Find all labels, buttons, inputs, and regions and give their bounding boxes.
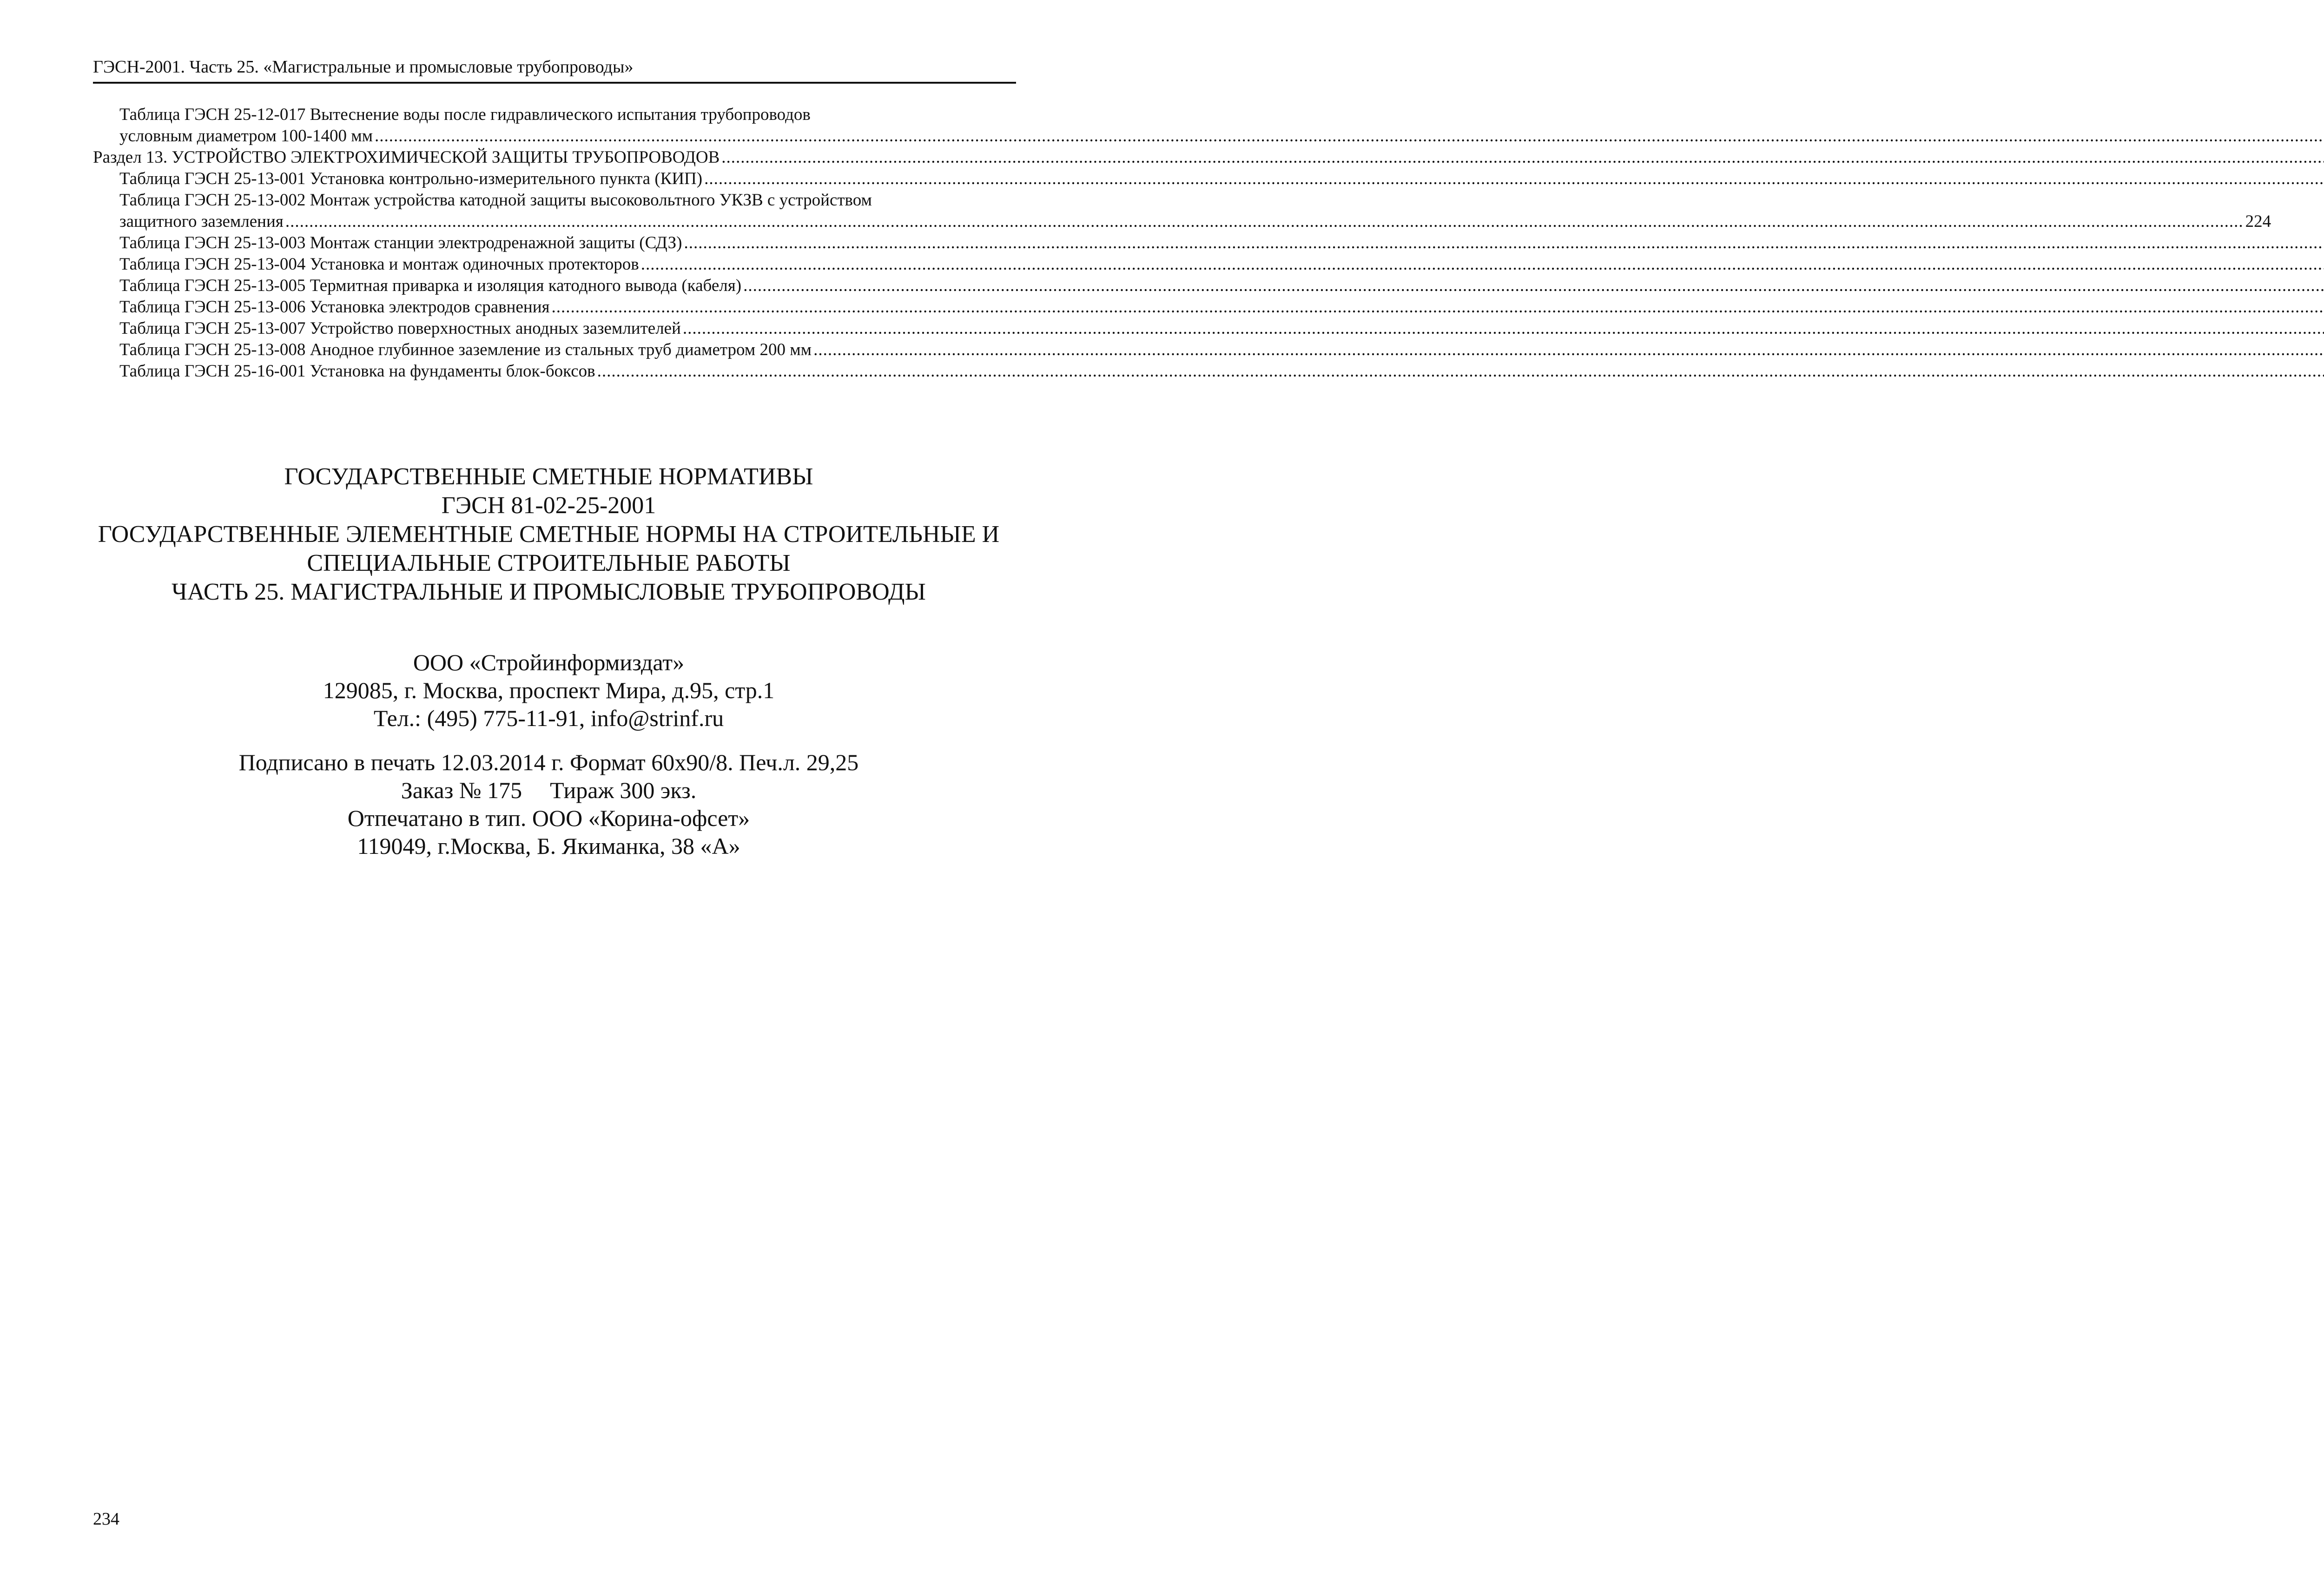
- running-head-text: ГЭСН-2001. Часть 25. «Магистральные и промысловые трубопроводы»: [93, 57, 634, 77]
- toc-dot-leader: [721, 147, 2324, 168]
- toc-entry-leader-line: [93, 147, 992, 168]
- title-line-2: ГЭСН 81-02-25-2001: [441, 492, 656, 519]
- toc-entry-title: Таблица ГЭСН 25-16-001 Установка на фундаменты блок-боксов: [119, 362, 595, 381]
- title-line-1: ГОСУДАРСТВЕННЫЕ СМЕТНЫЕ НОРМАТИВЫ: [284, 463, 813, 490]
- publisher-contact: Тел.: (495) 775-11-91, info@strinf.ru: [373, 705, 724, 731]
- toc-dot-leader: [375, 126, 2324, 147]
- print-info-block: [0, 748, 1097, 860]
- toc-entry-leader-line: [119, 232, 992, 254]
- toc-dot-leader: [552, 297, 2324, 318]
- toc-entry-leader-line: [119, 126, 992, 147]
- toc-entry-leader-line: [119, 361, 992, 382]
- toc-entry-leader-line: [119, 297, 992, 318]
- toc-entry: [93, 275, 992, 297]
- table-of-contents: [93, 104, 2271, 382]
- toc-entry: [93, 361, 992, 382]
- toc-entry: [93, 168, 992, 190]
- title-block: [0, 462, 1097, 607]
- toc-entry: [93, 318, 992, 339]
- toc-entry: [93, 147, 992, 168]
- toc-entry-title: защитного заземления: [119, 212, 284, 231]
- toc-entry-title-line: Таблица ГЭСН 25-12-017 Вытеснение воды после гидравлического испытания трубопроводов: [119, 105, 811, 124]
- toc-entry: [93, 232, 992, 254]
- toc-dot-leader: [684, 232, 2324, 254]
- toc-entry-title: Таблица ГЭСН 25-13-007 Устройство поверхностных анодных заземлителей: [119, 319, 681, 338]
- toc-entry-leader-line: [119, 275, 992, 297]
- order-line: [0, 776, 1097, 804]
- toc-entry: [93, 104, 992, 147]
- toc-entry-leader-line: [119, 339, 992, 361]
- toc-dot-leader: [641, 254, 2324, 275]
- toc-entry-title: Раздел 13. УСТРОЙСТВО ЭЛЕКТРОХИМИЧЕСКОЙ ЗАЩИТЫ ТРУБОПРОВОДОВ: [93, 148, 720, 167]
- toc-entry-title: условным диаметром 100-1400 мм: [119, 126, 373, 145]
- toc-entry-leader-line: [119, 254, 992, 275]
- toc-entry: [93, 339, 992, 361]
- toc-page-number: 224: [2245, 212, 2271, 231]
- running-head: [93, 55, 1016, 84]
- print-signed: Подписано в печать 12.03.2014 г. Формат 60x90/8. Печ.л. 29,25: [238, 749, 859, 775]
- toc-entry-title-line: Таблица ГЭСН 25-13-002 Монтаж устройства катодной защиты высоковольтного УКЗВ с устройством: [119, 191, 872, 210]
- order-number: Заказ № 175: [401, 777, 522, 803]
- toc-entry-title: Таблица ГЭСН 25-13-008 Анодное глубинное заземление из стальных труб диаметром 200 мм: [119, 340, 812, 359]
- toc-entry: [93, 254, 992, 275]
- title-line-3: ГОСУДАРСТВЕННЫЕ ЭЛЕМЕНТНЫЕ СМЕТНЫЕ НОРМЫ НА СТРОИТЕЛЬНЫЕ И: [98, 521, 1000, 548]
- toc-entry: [93, 297, 992, 318]
- title-line-5: ЧАСТЬ 25. МАГИСТРАЛЬНЫЕ И ПРОМЫСЛОВЫЕ ТРУБОПРОВОДЫ: [172, 579, 926, 605]
- toc-dot-leader: [704, 168, 2324, 190]
- circulation: Тираж 300 экз.: [550, 777, 697, 803]
- page-number: 234: [93, 1509, 119, 1529]
- toc-entry-title: Таблица ГЭСН 25-13-005 Термитная приварка и изоляция катодного вывода (кабеля): [119, 276, 742, 295]
- toc-dot-leader: [597, 361, 2324, 382]
- toc-entry-title: Таблица ГЭСН 25-13-003 Монтаж станции электродренажной защиты (СДЗ): [119, 233, 682, 252]
- toc-dot-leader: [683, 318, 2324, 339]
- printer: Отпечатано в тип. ООО «Корина-офсет»: [347, 805, 750, 831]
- toc-entry-leader-line: [119, 318, 992, 339]
- title-line-4: СПЕЦИАЛЬНЫЕ СТРОИТЕЛЬНЫЕ РАБОТЫ: [307, 550, 791, 576]
- toc-entry: [93, 190, 2271, 232]
- publisher-block: [0, 648, 1097, 732]
- toc-dot-leader: [743, 275, 2324, 297]
- publisher-address: 129085, г. Москва, проспект Мира, д.95, стр.1: [323, 677, 775, 703]
- toc-entry-title: Таблица ГЭСН 25-13-006 Установка электродов сравнения: [119, 297, 550, 317]
- toc-entry-title: Таблица ГЭСН 25-13-001 Установка контрольно-измерительного пункта (КИП): [119, 169, 703, 188]
- toc-entry-title: Таблица ГЭСН 25-13-004 Установка и монтаж одиночных протекторов: [119, 255, 639, 274]
- printer-address: 119049, г.Москва, Б. Якиманка, 38 «А»: [357, 833, 740, 859]
- toc-entry-leader-line: [119, 211, 2271, 232]
- toc-dot-leader: [285, 211, 2244, 232]
- toc-dot-leader: [813, 339, 2324, 361]
- publisher-name: ООО «Стройинформиздат»: [413, 649, 685, 675]
- toc-entry-leader-line: [119, 168, 992, 190]
